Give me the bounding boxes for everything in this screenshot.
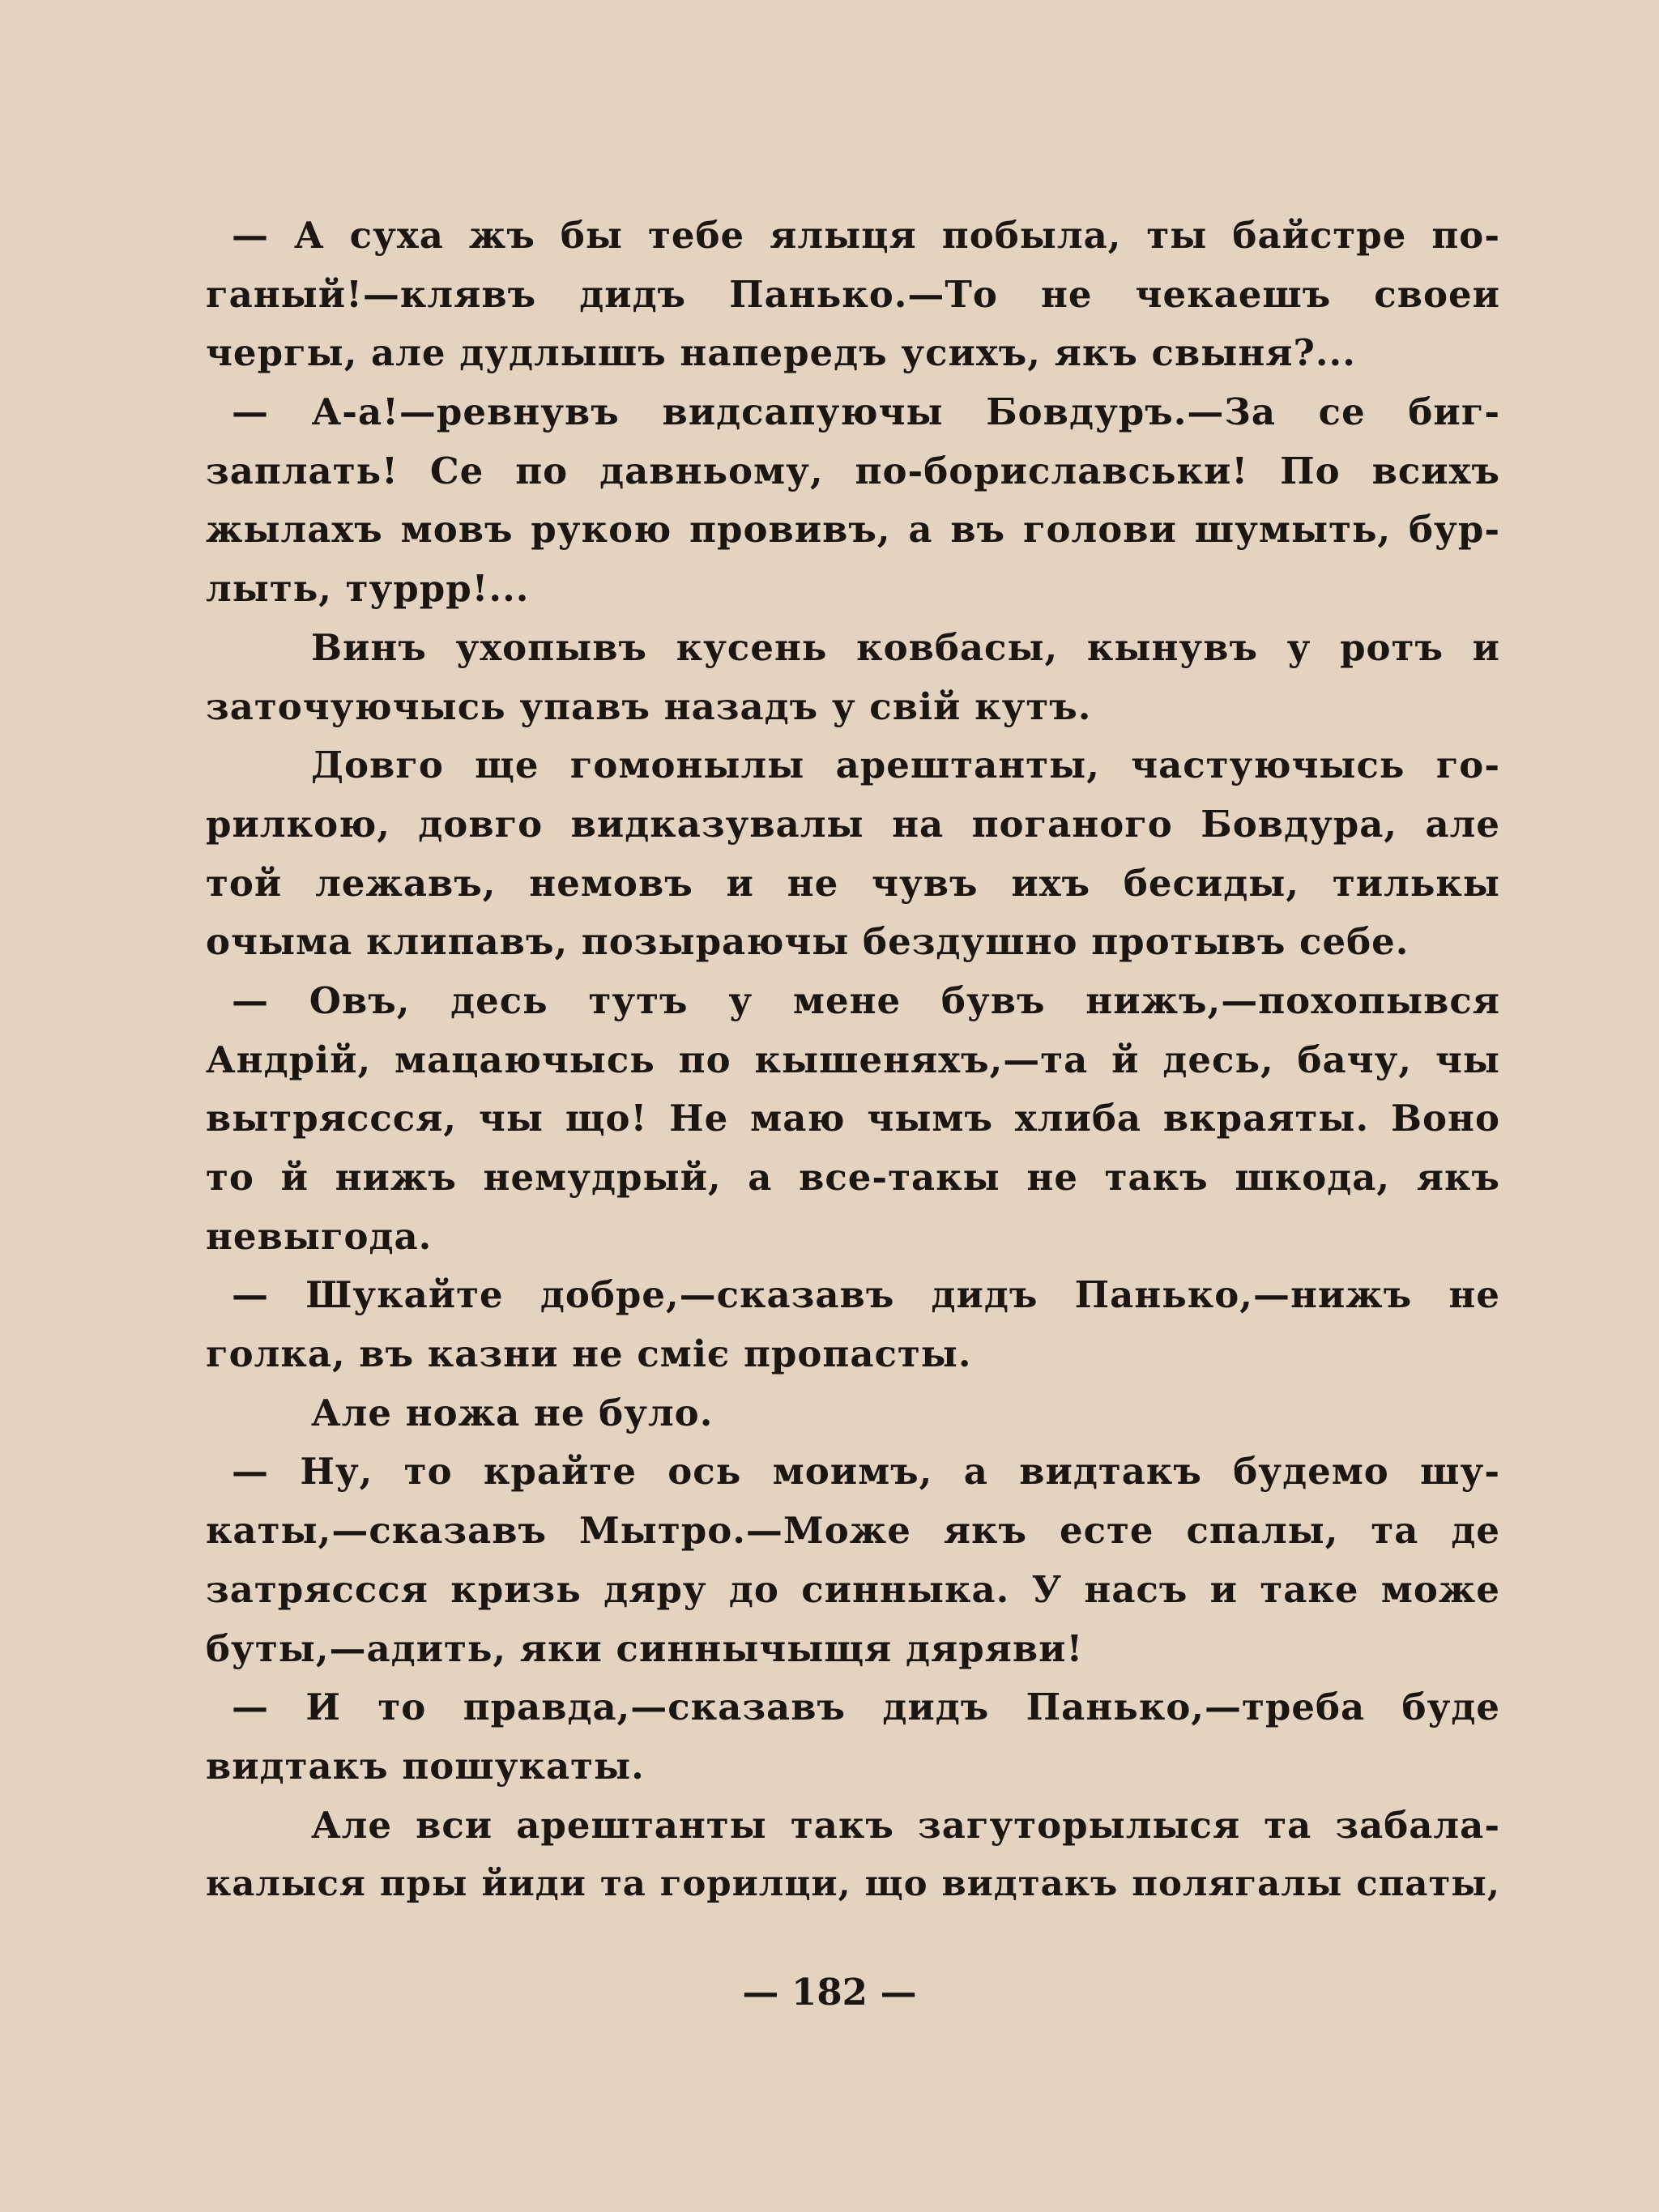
text-line: — И то правда,—сказавъ дидъ Панько,—треба буде bbox=[232, 1686, 1500, 1729]
text-line: то й нижъ немудрый, а все-такы не такъ шкода, якъ bbox=[206, 1156, 1500, 1199]
text-line: затряссся кризь дяру до синныка. У насъ и таке може bbox=[206, 1567, 1500, 1611]
text-line: очыма клипавъ, позыраючы бездушно протывъ себе. bbox=[206, 920, 1410, 964]
text-line: калыся пры йиди та горилци, що видтакъ полягалы спаты, bbox=[206, 1863, 1500, 1905]
text-line: лыть, туррр!... bbox=[206, 567, 530, 611]
text-line: каты,—сказавъ Мытро.—Може якъ есте спалы, та де bbox=[206, 1509, 1500, 1553]
text-line: чергы, але дудлышъ напередъ усихъ, якъ свыня?... bbox=[206, 331, 1356, 375]
text-line: Але ножа не було. bbox=[311, 1391, 714, 1434]
page-number: — 182 — bbox=[742, 1971, 917, 2014]
text-line: — Ну, то крайте ось моимъ, а видтакъ будемо шу- bbox=[232, 1450, 1500, 1494]
text-line: Довго ще гомонылы арештанты, частуючысь го- bbox=[311, 744, 1500, 787]
text-line: — А-а!—ревнувъ видсапуючы Бовдуръ.—За се биг- bbox=[232, 390, 1500, 434]
text-line: невыгода. bbox=[206, 1214, 433, 1258]
text-line: рилкою, довго видказувалы на поганого Бовдура, але bbox=[206, 802, 1500, 846]
text-line: — А суха жъ бы тебе ялыця побыла, ты байстре по- bbox=[232, 214, 1500, 257]
text-line: видтакъ пошукаты. bbox=[206, 1744, 645, 1788]
text-line: жылахъ мовъ рукою провивъ, а въ голови шумыть, бур- bbox=[206, 508, 1500, 552]
text-line: Але вси арештанты такъ загуторылыся та забала- bbox=[311, 1803, 1500, 1847]
text-line: вытряссся, чы що! Не маю чымъ хлиба вкраяты. Воно bbox=[206, 1097, 1500, 1140]
text-line: Винъ ухопывъ кусень ковбасы, кынувъ у ротъ и bbox=[311, 625, 1500, 669]
text-line: Андрій, мацаючысь по кышеняхъ,—та й десь, бачу, чы bbox=[206, 1038, 1500, 1081]
page-text bbox=[206, 207, 1500, 1914]
text-line: — Овъ, десь тутъ у мене бувъ нижъ,—похопывся bbox=[232, 978, 1500, 1022]
text-line: той лежавъ, немовъ и не чувъ ихъ бесиды, тилькы bbox=[206, 861, 1500, 905]
text-line: буты,—адить, яки синнычыщя дяряви! bbox=[206, 1626, 1084, 1670]
text-line: ганый!—клявъ дидъ Панько.—То не чекаешъ своеи bbox=[206, 272, 1500, 316]
text-line: голка, въ казни не сміє пропасты. bbox=[206, 1332, 972, 1376]
text-line: заточуючысь упавъ назадъ у свій кутъ. bbox=[206, 684, 1092, 728]
text-line: заплать! Се по давньому, по-бориславськи! По всихъ bbox=[206, 449, 1500, 492]
text-line: — Шукайте добре,—сказавъ дидъ Панько,—нижъ не bbox=[232, 1273, 1500, 1317]
